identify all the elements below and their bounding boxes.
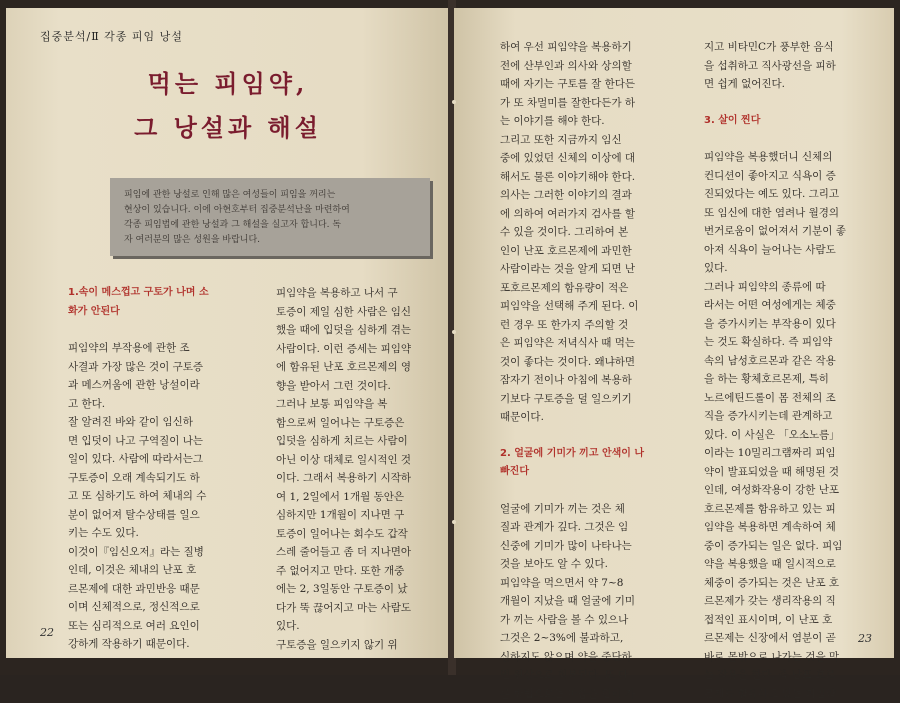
right-column-2 [704,38,846,703]
page-number-right: 23 [858,632,872,645]
right-page [454,8,894,658]
left-page [6,8,450,658]
text-line: 해서도 물론 이야기해야 한다. [500,168,644,187]
text-line: 1.속이 메스껍고 구토가 나며 소 [68,284,209,303]
text-line: 약이 발표되었을 때 해명된 것 [704,463,846,482]
text-line: 르몬제에 대한 과민반응 때문 [68,580,209,599]
text-line: 르몬제가 갖는 생리작용의 직 [704,592,846,611]
text-line: 고 한다. [68,395,209,414]
text-line: 피임약을 선택해 주게 된다. 이 [500,297,644,316]
text-line: 컨디션이 좋아지고 식욕이 증 [704,167,846,186]
left-column-1 [68,284,209,654]
text-line: 얼굴에 기미가 끼는 것은 체 [500,500,644,519]
text-line: 속의 남성호르몬과 같은 작용 [704,352,846,371]
binding-stitch [452,330,456,334]
text-line: 사결과 가장 많은 것이 구토증 [68,358,209,377]
article-title-line2: 그 낭설과 해설 [6,108,450,143]
text-line: 심하지만 1개월이 지나면 구 [276,506,411,525]
text-line: 토증이 일어나는 회수도 갑작 [276,525,411,544]
binding-stitch [452,100,456,104]
text-line: 이며 신체적으로, 정신적으로 [68,598,209,617]
text-line: 그러나 보통 피임약을 복 [276,395,411,414]
text-line: 는 이야기를 해야 한다. [500,112,644,131]
intro-line: 현상이 있습니다. 이에 아현호부터 집중분석난을 마련하여 [124,203,416,218]
text-line: 포호르몬제의 함유량이 적은 [500,279,644,298]
text-line: 구토증을 일으키지 않기 위 [276,636,411,655]
text-line: 른 방법으로는 마음을 편히 가 [500,685,644,703]
text-line: 것이 좋다는 것이다. 왜냐하면 [500,353,644,372]
text-line: 피임약을 먹으면서 약 7~8 [500,574,644,593]
text-line: 것을 보아도 알 수 있다. [500,555,644,574]
intro-line: 각종 피임법에 관한 낭설과 그 해설을 실고자 합니다. 독 [124,218,416,233]
intro-line: 피임에 관한 낭설로 인해 많은 여성들이 피임을 꺼리는 [124,188,416,203]
page-number-left: 22 [40,626,54,639]
right-column-1 [500,38,644,703]
text-line: 는 작용을 한다. 즉 난포 호르 [704,666,846,685]
text-line: 그리고 또한 지금까지 임신 [500,131,644,150]
text-line: 노르에틴드롤이 몸 전체의 조 [704,389,846,408]
text-line: 그러나 피임약의 종류에 따 [704,278,846,297]
left-column-2 [276,284,411,654]
text-line: 을 섭취하고 직사광선을 피하 [704,57,846,76]
text-line: 사람이다. 이런 증세는 피임약 [276,340,411,359]
text-line: 여 1, 2일에서 1개월 동안은 [276,488,411,507]
text-line: 인데, 여성화작용이 강한 난포 [704,481,846,500]
text-line: 했을 때에 입덧을 심하게 겪는 [276,321,411,340]
text-line: 입덧을 심하게 치르는 사람이 [276,432,411,451]
text-line: 때에 자기는 구토를 잘 한다든 [500,75,644,94]
text-line: 이라는 10밀리그램짜리 피임 [704,444,846,463]
text-line: 런 경우 또 한가지 주의할 것 [500,316,644,335]
text-line: 이것이『임신오저』라는 질병 [68,543,209,562]
text-line [704,130,846,148]
text-line: 전에 산부인과 의사와 상의할 [500,57,644,76]
text-line: 질과 관계가 깊다. 그것은 임 [500,518,644,537]
text-line: 바로 몸밖으로 나가는 것을 막 [704,648,846,667]
text-line: 잠자기 전이나 아침에 복용하 [500,371,644,390]
text-line: 토증이 제일 심한 사람은 임신 [276,303,411,322]
text-line: 신중에 기미가 많이 나타나는 [500,537,644,556]
text-line: 체중이 증가되는 것은 난포 호 [704,574,846,593]
text-line: 진되었다는 예도 있다. 그리고 [704,185,846,204]
text-line: 고 또 심하기도 하여 체내의 수 [68,487,209,506]
text-line: 주 없어지고 만다. 또한 개중 [276,562,411,581]
text-line: 잘 알려진 바와 같이 임신하 [68,413,209,432]
text-line: 피임약의 부작용에 관한 조 [68,339,209,358]
text-line: 중에 있었던 신체의 이상에 대 [500,149,644,168]
text-line: 접적인 표시이며, 이 난포 호 [704,611,846,630]
text-line [500,482,644,500]
text-line: 면 입덧이 나고 구역질이 나는 [68,432,209,451]
text-line: 빠진다 [500,463,644,482]
text-line: 3. 살이 찐다 [704,112,846,131]
text-line: 아져 식욕이 늘어나는 사람도 [704,241,846,260]
text-line: 인이 난포 호르몬제에 과민한 [500,242,644,261]
text-line: 지고 비타민C가 풍부한 음식 [704,38,846,57]
article-title-line1: 먹는 피임약, [6,64,450,99]
text-line: 또 임신에 대한 염려나 월경의 [704,204,846,223]
text-line: 또는 심리적으로 여러 요인이 [68,617,209,636]
text-line: 개월이 지났을 때 얼굴에 기미 [500,592,644,611]
intro-line: 자 여러분의 많은 성원을 바랍니다. [124,233,416,248]
text-line [500,427,644,445]
text-line: 이다. 그래서 복용하기 시작하 [276,469,411,488]
text-line: 사람이라는 것을 알게 되면 난 [500,260,644,279]
text-line: 2. 얼굴에 기미가 끼고 안색이 나 [500,445,644,464]
text-line: 약을 복용했을 때 일시적으로 [704,555,846,574]
text-line: 수 있을 것이다. 그리하여 본 [500,223,644,242]
text-line: 는 것도 확실하다. 즉 피임약 [704,333,846,352]
text-line: 을 증가시키는 부작용이 있다 [704,315,846,334]
text-line: 향을 받아서 그런 것이다. [276,377,411,396]
text-line: 인데, 이것은 체내의 난포 호 [68,561,209,580]
text-line: 있다. 이 사실은 「오소노름」 [704,426,846,445]
text-line: 몬제를 함유하고 있는 피임약 [704,685,846,703]
text-line: 라서는 어떤 여성에게는 체중 [704,296,846,315]
intro-box [110,178,430,256]
text-line: 심하지도 않으며 약을 중단하 [500,648,644,667]
text-line: 에는 2, 3일동안 구토증이 났 [276,580,411,599]
text-line: 다가 뚝 끊어지고 마는 사람도 [276,599,411,618]
binding-stitch [452,520,456,524]
text-line: 화가 안된다 [68,303,209,322]
text-line: 에 함유된 난포 호르몬제의 영 [276,358,411,377]
running-header: 집중분석/Ⅱ 각종 피임 낭설 [40,28,183,44]
text-line: 구토증이 오래 계속되기도 하 [68,469,209,488]
text-line [704,94,846,112]
text-line: 키는 수도 있다. [68,524,209,543]
text-line: 가 끼는 사람을 볼 수 있으나 [500,611,644,630]
text-line: 때문이다. [500,408,644,427]
text-line: 에 의하여 여러가지 검사를 할 [500,205,644,224]
text-line: 피임약을 복용하고 나서 구 [276,284,411,303]
text-line: 스레 줄어들고 좀 더 지나면아 [276,543,411,562]
text-line: 가 또 차멀미를 잘한다든가 하 [500,94,644,113]
text-line: 강하게 작용하기 때문이다. [68,635,209,654]
text-line: 면 원상으로 회복된다. 또 다 [500,666,644,685]
text-line: 의사는 그러한 이야기의 결과 [500,186,644,205]
text-line [68,321,209,339]
text-line: 함으로써 일어나는 구토증은 [276,414,411,433]
text-line: 면 쉽게 없어진다. [704,75,846,94]
text-line: 르몬제는 신장에서 염분이 곧 [704,629,846,648]
text-line: 을 하는 황체호르몬제, 특히 [704,370,846,389]
text-line: 기보다 구토증을 덜 일으키기 [500,390,644,409]
text-line: 호르몬제를 함유하고 있는 피 [704,500,846,519]
text-line: 피임약을 복용했더니 신체의 [704,148,846,167]
text-line: 과 메스꺼움에 관한 낭설이라 [68,376,209,395]
text-line: 있다. [276,617,411,636]
text-line: 아닌 이상 대체로 일시적인 것 [276,451,411,470]
text-line: 일이 있다. 사람에 따라서는그 [68,450,209,469]
text-line: 분이 없어져 탈수상태를 일으 [68,506,209,525]
text-line: 은 피임약은 저녁식사 때 먹는 [500,334,644,353]
text-line: 직을 증가시키는데 관계하고 [704,407,846,426]
text-line: 번거로움이 없어져서 기분이 좋 [704,222,846,241]
text-line: 있다. [704,259,846,278]
text-line: 그것은 2~3%에 불과하고, [500,629,644,648]
text-line: 하여 우선 피임약을 복용하기 [500,38,644,57]
text-line: 중이 증가되는 일은 없다. 피임 [704,537,846,556]
text-line: 임약을 복용하면 계속하여 체 [704,518,846,537]
